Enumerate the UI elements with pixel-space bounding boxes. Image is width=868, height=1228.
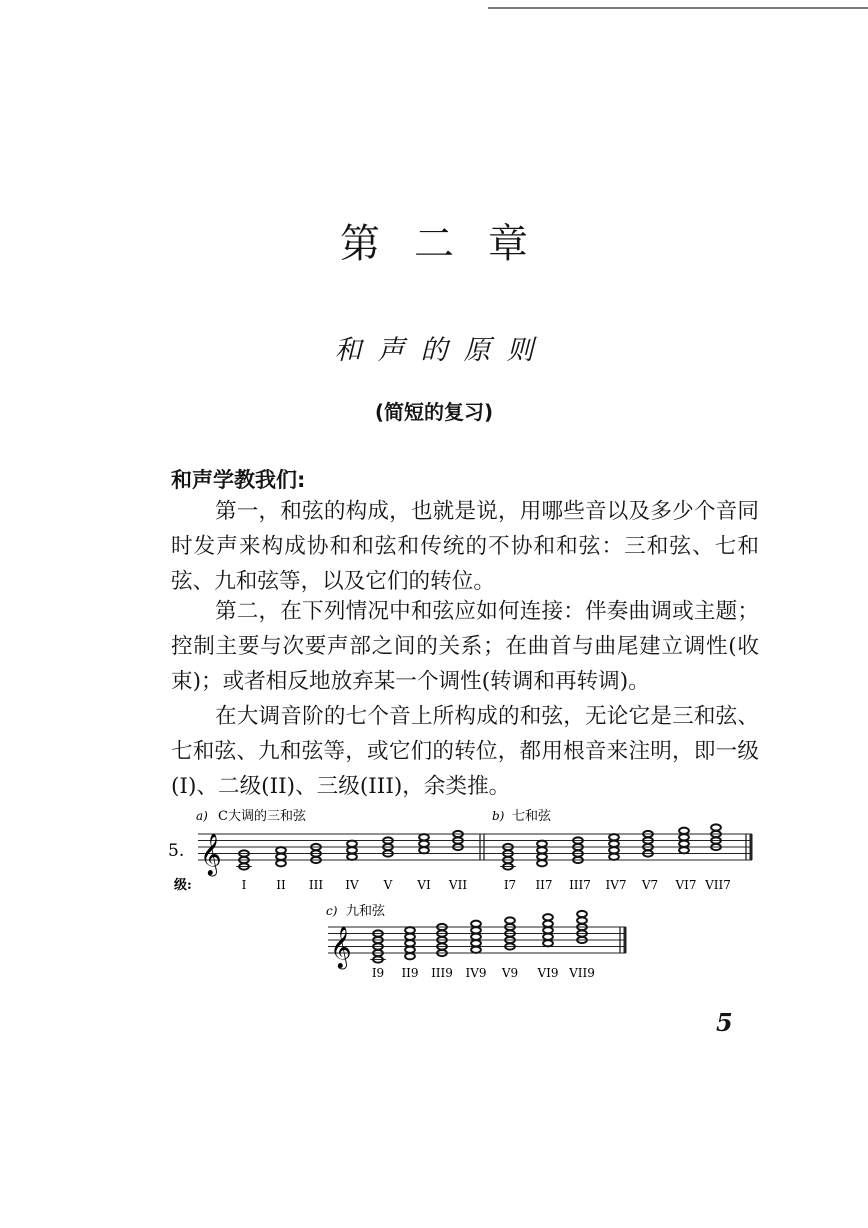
- chord-note: [543, 921, 553, 927]
- chord-note: [537, 847, 547, 853]
- chord-note: [347, 854, 357, 860]
- chord-note: [537, 860, 547, 866]
- chord-note: [609, 841, 619, 847]
- chord-note: [405, 940, 415, 946]
- chord-note: [609, 847, 619, 853]
- chapter-title: 第二章: [340, 221, 562, 267]
- chord-note: [711, 824, 721, 830]
- chord-note: [419, 841, 429, 847]
- seventh-numeral: IV7: [605, 878, 627, 892]
- triads-title: C大调的三和弦: [218, 809, 306, 824]
- triad-numeral: VI: [417, 878, 431, 892]
- ninth-numeral: I9: [371, 966, 385, 980]
- section-title: 和声的原则: [334, 335, 550, 366]
- chord-note: [577, 917, 587, 923]
- seventh-numeral: I7: [503, 878, 517, 892]
- ninths-label: c): [326, 904, 338, 918]
- intro-line: 和声学教我们:: [171, 468, 306, 492]
- triad-numeral: VII: [448, 878, 468, 892]
- sevenths-title: 七和弦: [512, 809, 552, 824]
- chord-note: [276, 854, 286, 860]
- sevenths-label: b): [492, 809, 505, 823]
- page-number: 5: [716, 1008, 733, 1037]
- ninth-numeral: V9: [501, 966, 519, 980]
- seventh-numeral: III7: [569, 878, 591, 892]
- chord-note: [471, 947, 481, 953]
- triad-numerals: [242, 878, 468, 892]
- triad-numeral: V: [383, 878, 393, 892]
- chord-note: [537, 854, 547, 860]
- chord-note: [405, 934, 415, 940]
- chord-note: [347, 841, 357, 847]
- chord-note: [419, 834, 429, 840]
- chord-note: [609, 834, 619, 840]
- ninth-numeral: II9: [401, 966, 419, 980]
- treble-clef-icon: 𝄞: [330, 925, 352, 968]
- ninth-numeral: VI9: [537, 966, 559, 980]
- chord-note: [679, 828, 689, 834]
- chord-note: [405, 927, 415, 933]
- chord-note: [276, 847, 286, 853]
- chord-note: [577, 911, 587, 917]
- chord-note: [276, 860, 286, 866]
- chord-note: [609, 854, 619, 860]
- staff-ninths: [328, 911, 626, 969]
- seventh-numerals: [504, 878, 731, 892]
- ninth-numeral: VII9: [569, 966, 595, 980]
- chord-note: [347, 847, 357, 853]
- subtitle: (简短的复习): [374, 400, 494, 424]
- chord-note: [543, 940, 553, 946]
- seventh-numeral: VII7: [705, 878, 731, 892]
- chord-note: [543, 927, 553, 933]
- seventh-numeral: V7: [641, 878, 659, 892]
- ninth-numeral: IV9: [465, 966, 487, 980]
- chord-note: [505, 917, 515, 923]
- chord-note: [679, 834, 689, 840]
- ninth-numerals: [372, 966, 595, 980]
- triads-label: a): [196, 809, 208, 823]
- chord-note: [419, 847, 429, 853]
- degree-label: 级:: [174, 878, 192, 893]
- seventh-numeral: VI7: [675, 878, 697, 892]
- triad-numeral: III: [308, 878, 324, 892]
- ninth-numeral: III9: [431, 966, 453, 980]
- seventh-numeral: II7: [535, 878, 553, 892]
- paragraph-first: 第一，和弦的构成，也就是说，用哪些音以及多少个音同时发声来构成协和和弦和传统的不协和和弦：三和弦、七和弦、九和弦等，以及它们的转位。: [171, 499, 759, 594]
- chord-note: [405, 947, 415, 953]
- paragraph-second: 第二，在下列情况中和弦应如何连接：伴奏曲调或主题；控制主要与次要声部之间的关系；在曲首与曲尾建立调性(收束)；或者相反地放弃某一个调性(转调和再转调)。: [171, 599, 759, 694]
- chord-note: [679, 841, 689, 847]
- chord-note: [471, 927, 481, 933]
- triad-numeral: I: [241, 878, 247, 892]
- chord-note: [471, 940, 481, 946]
- chord-note: [471, 934, 481, 940]
- chord-note: [537, 841, 547, 847]
- chord-note: [405, 953, 415, 959]
- example-number: 5.: [168, 841, 185, 861]
- treble-clef-icon: 𝄞: [200, 832, 222, 875]
- chord-note: [679, 847, 689, 853]
- chord-note: [471, 921, 481, 927]
- chord-note: [543, 914, 553, 920]
- paragraph-third: 在大调音阶的七个音上所构成的和弦，无论它是三和弦、七和弦、九和弦等，或它们的转位，都用根音来注明，即一级(I)、二级(II)、三级(III)，余类推。: [171, 704, 759, 799]
- triad-numeral: IV: [345, 878, 359, 892]
- chord-note: [543, 934, 553, 940]
- ninths-title: 九和弦: [346, 904, 386, 919]
- triad-numeral: II: [276, 878, 286, 892]
- staff-triads-sevenths: [198, 824, 752, 876]
